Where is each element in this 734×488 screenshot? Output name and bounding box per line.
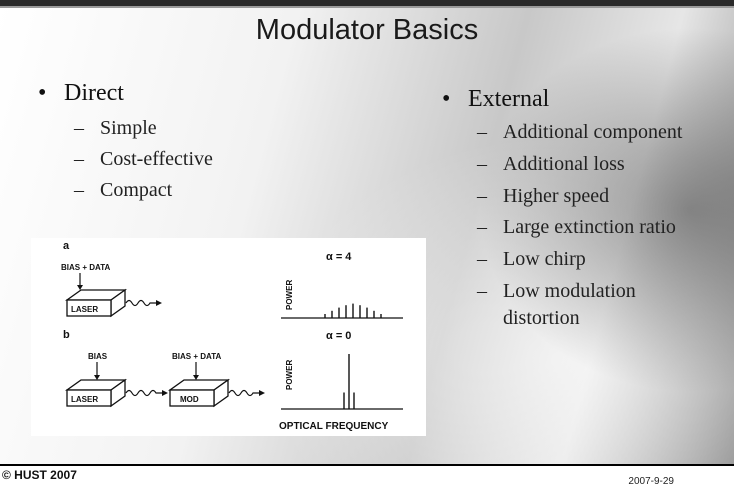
input-arrowhead-b1 [94, 375, 100, 380]
sub-item-higher-speed [477, 185, 609, 208]
input-arrowhead-b2 [193, 375, 199, 380]
output-arrowhead-a [156, 300, 162, 306]
sub-item-distortion: distortion [503, 307, 580, 329]
sub-item-low-modulation [477, 280, 636, 303]
sub-item-additional-component [477, 121, 682, 144]
footer-divider [0, 464, 734, 466]
alpha-b-label: α = 0 [326, 330, 352, 342]
sub-item-simple [74, 117, 157, 140]
laser-label-a: LASER [71, 305, 99, 314]
sub-item-label: Large extinction ratio [503, 216, 676, 238]
bullet-external-label: External [468, 86, 550, 112]
dash-glyph: – [74, 117, 84, 139]
bullet-glyph: • [442, 86, 451, 112]
bias-data-label-a: BIAS + DATA [61, 263, 111, 272]
spectrum-b-lines [344, 354, 354, 409]
input-arrowhead-a [77, 285, 83, 290]
sub-item-label: Low modulation [503, 280, 636, 302]
top-bar-highlight [0, 6, 734, 8]
sub-item-compact [74, 179, 172, 202]
copyright-text: © HUST 2007 [2, 468, 77, 482]
slide-title: Modulator Basics [255, 14, 479, 46]
panel-a-label: a [63, 240, 70, 252]
optical-frequency-label: OPTICAL FREQUENCY [279, 421, 389, 432]
dash-glyph: – [477, 216, 487, 238]
bullet-external [442, 86, 549, 113]
sub-item-large-extinction-ratio [477, 216, 676, 239]
laser-to-mod-wave [126, 391, 162, 396]
sub-item-label: Low chirp [503, 248, 586, 270]
sub-item-low-chirp [477, 248, 586, 271]
spectrum-a-lines [325, 304, 381, 318]
output-arrowhead-b [259, 390, 265, 396]
dash-glyph: – [477, 121, 487, 143]
bias-label-b: BIAS [88, 352, 108, 361]
output-wave-a [126, 301, 156, 306]
sub-item-label: Simple [100, 117, 157, 139]
dash-glyph: – [74, 148, 84, 170]
bias-data-label-b: BIAS + DATA [172, 352, 222, 361]
dash-glyph: – [477, 185, 487, 207]
output-wave-b [229, 391, 259, 396]
sub-item-label: Higher speed [503, 185, 610, 207]
dash-glyph: – [477, 248, 487, 270]
power-axis-label-a: POWER [285, 279, 294, 310]
sub-item-additional-loss [477, 153, 625, 176]
laser-to-mod-arrowhead [162, 390, 168, 396]
bullet-glyph: • [38, 80, 47, 106]
mod-label: MOD [180, 395, 199, 404]
laser-label-b: LASER [71, 395, 99, 404]
bullet-direct-label: Direct [64, 80, 124, 106]
sub-item-label: Additional component [503, 121, 683, 143]
dash-glyph: – [477, 153, 487, 175]
mod-box [170, 380, 228, 406]
power-axis-label-b: POWER [285, 359, 294, 390]
sub-item-label: Cost-effective [100, 148, 213, 170]
sub-item-label: Additional loss [503, 153, 625, 175]
footer [0, 464, 734, 488]
sub-item-label: Compact [100, 179, 173, 201]
panel-b-label: b [63, 329, 70, 341]
sub-item-cost-effective [74, 148, 213, 171]
modulator-diagram [31, 238, 426, 436]
dash-glyph: – [74, 179, 84, 201]
bullet-direct [38, 80, 124, 107]
modulator-figure [31, 238, 426, 436]
dash-glyph: – [477, 280, 487, 302]
date-text: 2007-9-29 [628, 476, 674, 487]
alpha-a-label: α = 4 [326, 251, 352, 263]
